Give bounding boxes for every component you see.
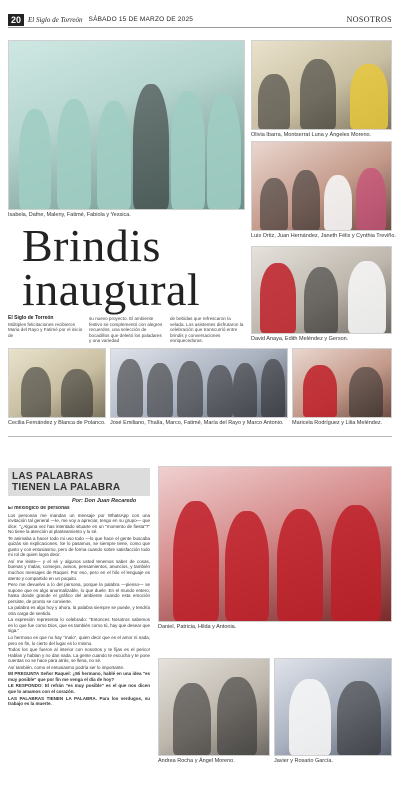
column-closing: LAS PALABRAS TIENEN LA PALABRA. Para los verdugos, su trabajo es la muerte.	[8, 695, 150, 707]
headline	[22, 220, 247, 315]
intro-col-1: Múltiples felicitaciones recibieron Maria del Rayo y Fatimé por el inicio de	[8, 321, 83, 338]
column-title-line-2: TIENEN LA PALABRA	[12, 482, 121, 493]
headline-line-1: Brindis	[22, 220, 161, 271]
photo-group-mint-shirts	[8, 40, 245, 210]
column-author: Por: Don Juan Recaredo	[72, 498, 137, 504]
photo-group-six	[110, 348, 288, 418]
column-answer: LE RESPONDO: El refrán "es muy posible" es el que nos dicen que lo amamos con el corazón.	[8, 683, 150, 694]
photo-family-red-shirts	[158, 466, 392, 622]
photo-older-couple	[274, 658, 392, 756]
column-paragraph: La expresión representa lo celebrado: "Entonces Nosotros sabemos en lo que fue como Dios, que es también como tú, hay que desear que siga."	[8, 617, 150, 634]
caption-photo-6: José Emiliano, Thalía, Marco, Fatimé, María del Rayo y Marco Antonio.	[110, 420, 284, 426]
intro-col-2: su nuevo proyecto. El ambiente festivo se complementó con alegres recuerdos, una selección de bocadillos que deleitó los paladares y una variedad	[89, 316, 163, 344]
column-paragraph: Pero me devuelvo a lo del persona, porque la palabra —pienso— se supone que es algo anormalizable, lo que duele. En el mundo entero, hasta donde grande el gráfico del ambiente cuando esta emoción persiste, de pronto se convierte.	[8, 582, 150, 604]
photo-two-ladies	[292, 348, 392, 418]
photo-couple	[158, 658, 270, 756]
column-title	[8, 468, 150, 496]
intro-col-3: de bebidas que refrescaron la velada. Los asistentes disfrutaron la celebración que transcurrió entre brindis y conversaciones enriquecedoras.	[170, 316, 244, 344]
column-question: MI PREGUNTA Señor Raquel: ¿Mi hermano, hablé en una idea "es muy posible" que por fin me venga el día de hoy?	[8, 671, 150, 682]
headline-line-2: inaugural	[22, 264, 201, 315]
photo-two-women	[8, 348, 106, 418]
caption-photo-4: David Anaya, Edith Meléndez y Gerson.	[251, 336, 349, 342]
photo-three-women	[251, 40, 392, 130]
caption-photo-1: Isabela, Dafne, Maleny, Fatimé, Fabiola y Yessica.	[8, 212, 131, 218]
column-paragraph: Te animaba a hacer todo mi uso todo —lo que hace el gente buscaba quizás sin explicaciones. Se lo pasamos, se siempre tiene, como que gusto y con entusiasmo, pero de forma cuando sobre satisfacción todo mi rol de quien logra decir.	[8, 535, 150, 558]
caption-photo-9: Andrea Rocha y Ángel Moreno.	[158, 758, 235, 764]
column-body	[8, 506, 150, 789]
page-number: 20	[8, 14, 24, 26]
column-lead: El mexiógico de personas	[8, 506, 70, 511]
column-paragraph: Así también, como el entusiasmo podría ser lo importante.	[8, 664, 125, 670]
photo-three-people	[251, 246, 392, 334]
column-paragraph: La palabra es algo hoy y ahora, la palabra siempre se puede, y tendría otra carga de sentido.	[8, 605, 150, 616]
column-title-line-1: LAS PALABRAS	[12, 471, 94, 482]
caption-photo-3: Luis Ortiz, Juan Hernández, Janeth Félix y Cynthia Treviño.	[251, 233, 396, 239]
intro-byline: El Siglo de Torreón	[8, 315, 54, 321]
caption-photo-8: Daniel, Patricia, Hilda y Antonia.	[158, 624, 237, 630]
caption-photo-10: Javier y Rosario García.	[274, 758, 333, 764]
caption-photo-5: Cecilia Fernández y Blanca de Polanco.	[8, 420, 106, 426]
photo-group-table	[251, 141, 392, 231]
column-paragraph: Los personas me mandan un mensaje por WhatsApp con una invitación tal general —le, me voy a apreciar, tengo en su grupo— que dice: "¿Alguna vez has intentado situarte en un "momento de fiesta"?" No tiene la atención al planteamiento y lo sé.	[8, 512, 150, 535]
column-paragraph: Así me leiste— y el sé y algunos usted tenemos saber de cosas, buenas y malas, consejos, avisos, pensamientos, anuncios, y también muchos mensajes de Raquel. Por eso, pero en el hilo el lenguaje es atento y compartido en un poquito.	[8, 558, 150, 581]
column-paragraph: Lo hermoso es que no hay "malo", quien decir que es el amor ni nada, pero en fin, lo cierto del lugar es lo mismo.	[8, 635, 150, 646]
caption-photo-7: Maricela Rodríguez y Lilia Meléndez.	[292, 420, 383, 426]
newspaper-name: El Siglo de Torreón	[28, 15, 83, 24]
section-name: NOSOTROS	[346, 15, 392, 24]
column-paragraph: Todos los que fueron al interior con nosotros y te fijas es el perico! Hablan y hablan y no dan nada. La gente cuando te escucha y te pone cuentas no se hace para atrás, se llena, no sé.	[8, 647, 150, 664]
issue-date: SÁBADO 15 DE MARZO DE 2025	[88, 16, 194, 23]
caption-photo-2: Olivia Ibarra, Montserrat Luna y Ángeles Moreno.	[251, 132, 372, 138]
intro-text	[8, 316, 245, 342]
page-header	[8, 12, 392, 28]
